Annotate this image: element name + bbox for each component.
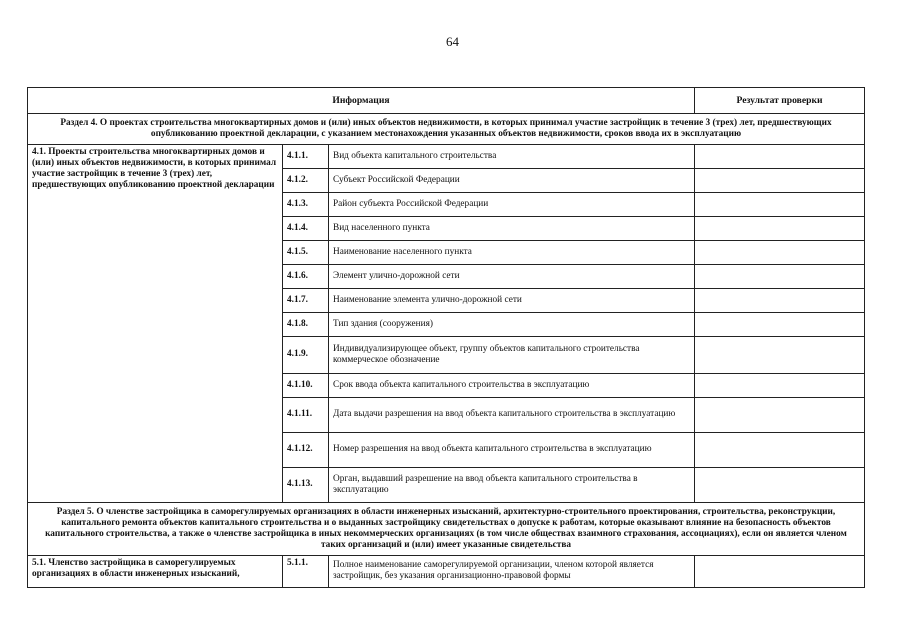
result-cell[interactable] [695, 373, 865, 397]
item-number: 4.1.10. [283, 373, 329, 397]
result-cell[interactable] [695, 264, 865, 288]
info-column-header: Информация [28, 88, 695, 114]
item-number: 4.1.11. [283, 397, 329, 432]
section-4-title: Раздел 4. О проектах строительства многоквартирных домов и (или) иных объектов недвижимости, в которых принимал участие застройщик в течение 3 (трех) лет, предшествующих опубликованию проектной декларации, с указанием местонахождения указанных объектов недвижимости, сроков ввода их в эксплуатацию [28, 114, 865, 145]
result-cell[interactable] [695, 144, 865, 168]
item-number: 4.1.7. [283, 288, 329, 312]
result-cell[interactable] [695, 240, 865, 264]
item-text: Индивидуализирующее объект, группу объектов капитального строительства коммерческое обозначение [329, 336, 695, 373]
item-text: Дата выдачи разрешения на ввод объекта капитального строительства в эксплуатацию [329, 397, 695, 432]
item-text: Наименование населенного пункта [329, 240, 695, 264]
table-row [28, 144, 865, 168]
item-text: Вид населенного пункта [329, 216, 695, 240]
item-text: Срок ввода объекта капитального строительства в эксплуатацию [329, 373, 695, 397]
subsection-4-1-title: 4.1. Проекты строительства многоквартирных домов и (или) иных объектов недвижимости, в которых принимал участие застройщик в течение 3 (трех) лет, предшествующих опубликованию проектной декларации [28, 144, 283, 502]
table-row [28, 555, 865, 587]
result-cell[interactable] [695, 397, 865, 432]
result-column-header: Результат проверки [695, 88, 865, 114]
item-number: 4.1.13. [283, 467, 329, 502]
result-cell[interactable] [695, 555, 865, 587]
section-4-row [28, 114, 865, 145]
item-text: Тип здания (сооружения) [329, 312, 695, 336]
item-text: Наименование элемента улично-дорожной сети [329, 288, 695, 312]
item-number: 4.1.12. [283, 432, 329, 467]
item-number: 4.1.8. [283, 312, 329, 336]
item-text: Элемент улично-дорожной сети [329, 264, 695, 288]
result-cell[interactable] [695, 216, 865, 240]
item-number: 4.1.6. [283, 264, 329, 288]
item-number: 4.1.2. [283, 168, 329, 192]
page-number: 64 [446, 34, 459, 49]
result-cell[interactable] [695, 336, 865, 373]
section-5-row [28, 502, 865, 555]
item-text: Номер разрешения на ввод объекта капитального строительства в эксплуатацию [329, 432, 695, 467]
item-text: Полное наименование саморегулируемой организации, членом которой является застройщик, без указания организационно-правовой формы [329, 555, 695, 587]
result-cell[interactable] [695, 192, 865, 216]
result-cell[interactable] [695, 168, 865, 192]
disclosure-table [27, 87, 865, 588]
item-number: 4.1.9. [283, 336, 329, 373]
item-text: Субъект Российской Федерации [329, 168, 695, 192]
item-text: Орган, выдавший разрешение на ввод объекта капитального строительства в эксплуатацию [329, 467, 695, 502]
item-text: Район субъекта Российской Федерации [329, 192, 695, 216]
section-5-title: Раздел 5. О членстве застройщика в саморегулируемых организациях в области инженерных изысканий, архитектурно-строительного проектирования, строительства, реконструкции, капитального ремонта объектов капитального строительства и о выданных застройщику свидетельствах о допуске к работам, которые оказывают влияние на безопасность объектов капитального строительства, а также о членстве застройщика в иных некоммерческих организациях (в том числе обществах взаимного страхования, ассоциациях), если он является членом таких организаций и (или) имеет указанные свидетельства [28, 502, 865, 555]
item-text: Вид объекта капитального строительства [329, 144, 695, 168]
item-number: 4.1.1. [283, 144, 329, 168]
result-cell[interactable] [695, 432, 865, 467]
result-cell[interactable] [695, 312, 865, 336]
result-cell[interactable] [695, 288, 865, 312]
table-header-row [28, 88, 865, 114]
item-number: 4.1.3. [283, 192, 329, 216]
item-number: 4.1.5. [283, 240, 329, 264]
subsection-5-1-title: 5.1. Членство застройщика в саморегулируемых организациях в области инженерных изысканий, [28, 555, 283, 587]
item-number: 4.1.4. [283, 216, 329, 240]
result-cell[interactable] [695, 467, 865, 502]
item-number: 5.1.1. [283, 555, 329, 587]
